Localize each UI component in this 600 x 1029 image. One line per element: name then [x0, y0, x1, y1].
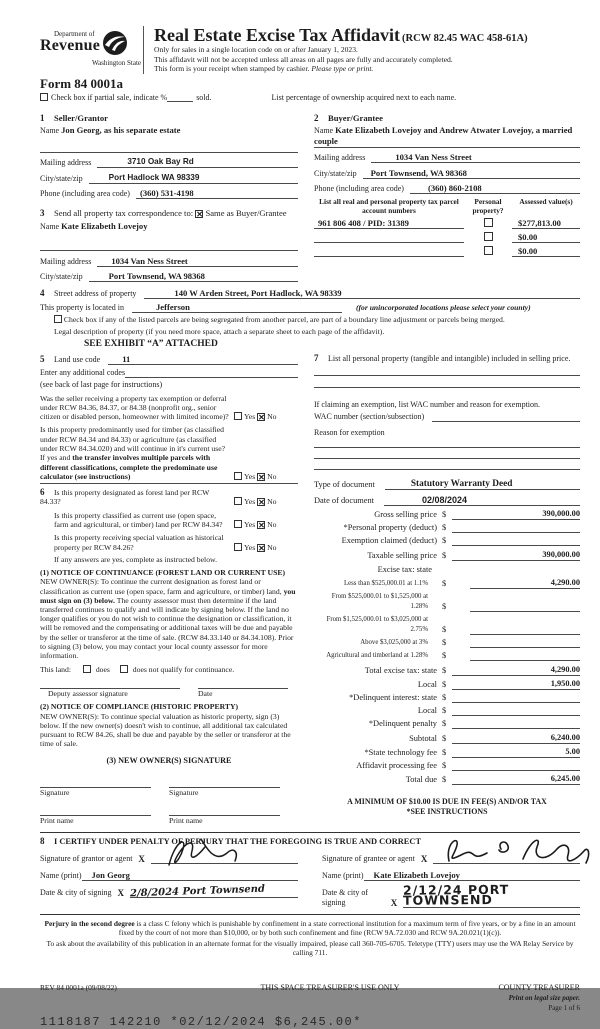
no-label: No — [267, 412, 277, 422]
dollar-sign: $ — [442, 578, 447, 588]
grantor-date-city-field[interactable] — [129, 883, 298, 899]
question-timber — [40, 425, 234, 481]
historic-no-checkbox[interactable]: ✕ — [258, 543, 265, 553]
buyer-city-label: City/state/zip — [314, 168, 357, 178]
grantor-date-city-handwriting: 2/8/2024 Port Townsend — [129, 883, 266, 899]
does-qualify-checkbox[interactable] — [83, 665, 91, 673]
tax-label: Total excise tax: state — [364, 665, 437, 675]
parcel-row — [314, 232, 580, 243]
dollar-sign: $ — [442, 509, 447, 519]
seller-phone-label: Phone (including area code) — [40, 189, 130, 198]
perjury-lead: Perjury in the second degree — [44, 918, 135, 928]
treasurer-stamp: 1118187 142210 *02/12/2024 $6,245.00* — [40, 1015, 362, 1029]
section5-number: 5 — [40, 353, 45, 364]
seller-city-label: City/state/zip — [40, 173, 83, 183]
revenue-label: Revenue — [40, 37, 101, 54]
total-due-value[interactable]: 6,245.00 — [452, 774, 580, 785]
section4-number: 4 — [40, 288, 45, 298]
gross-selling-price-value[interactable]: 390,000.00 — [452, 509, 580, 520]
taxcorr-name-value[interactable]: Kate Elizabeth Lovejoy — [61, 221, 148, 231]
section1-number: 1 — [40, 112, 45, 123]
personal-property-line-1[interactable] — [314, 375, 580, 376]
legal-description-label: Legal description of property (if you need more space, attach a separate sheet to each page of the affidavit). — [54, 326, 385, 336]
dollar-sign: $ — [442, 550, 447, 560]
no-label: No — [267, 520, 277, 530]
located-in-label: This property is located in — [40, 302, 124, 312]
assessed-value-field[interactable]: $277,813.00 — [512, 218, 580, 229]
tax-label: Exemption claimed (deduct) — [341, 536, 437, 546]
notice1-bold: you must sign on (3) below. — [40, 586, 296, 605]
dollar-sign: $ — [442, 775, 447, 785]
notice1-title: (1) NOTICE OF CONTINUANCE (FOREST LAND OR CURRENT USE) — [40, 568, 286, 578]
taxcorr-city-label: City/state/zip — [40, 272, 83, 281]
question-timber-bold: the transfer involves multiple parcels with different classifications, complete the predominate use calculator (see instructions) — [40, 453, 218, 481]
x-mark: X — [138, 853, 145, 864]
taxable-selling-price-value[interactable]: 390,000.00 — [452, 550, 580, 561]
buyer-city-value[interactable]: Port Townsend, WA 98368 — [363, 168, 580, 179]
dollar-sign: $ — [442, 651, 447, 661]
state-technology-fee-value[interactable]: 5.00 — [452, 747, 580, 758]
parcel-number-field[interactable] — [314, 232, 464, 243]
section2-title: Buyer/Grantee — [328, 112, 383, 123]
see-instructions-note: *SEE INSTRUCTIONS — [406, 807, 488, 817]
grantee-date-city-label: Date & city of signing — [322, 887, 368, 907]
tax-label: Local — [417, 706, 437, 716]
timber-yes-checkbox[interactable] — [234, 472, 242, 480]
type-of-document-label: Type of document — [314, 479, 375, 489]
signature-label: Signature — [169, 787, 199, 797]
new-owner-signature-field-2[interactable] — [169, 778, 280, 788]
exemption-no-checkbox[interactable]: ✕ — [258, 413, 265, 423]
rev-number: REV 84 0001a (09/08/22) — [40, 983, 117, 993]
subtitle-3-italic: Please type or print. — [311, 64, 374, 73]
partial-sale-label: Check box if partial sale, indicate % — [51, 92, 168, 102]
current-use-yes-checkbox[interactable] — [234, 520, 242, 528]
section3-label: Send all property tax correspondence to: — [54, 208, 194, 218]
parcel-col3-header: Assessed value(s) — [519, 197, 573, 206]
personal-property-checkbox[interactable] — [484, 232, 493, 241]
reason-line-3[interactable] — [314, 469, 580, 470]
page-number: Page 1 of 6 — [548, 1004, 580, 1013]
dor-logo-block — [40, 26, 143, 74]
perjury-notice — [40, 919, 580, 937]
dollar-sign: $ — [442, 760, 447, 770]
tax-label: *Delinquent interest: state — [349, 693, 437, 703]
section2-number: 2 — [314, 112, 319, 123]
treasurer-use-label: THIS SPACE TREASURER'S USE ONLY — [260, 983, 400, 993]
dollar-sign: $ — [442, 638, 447, 648]
print-name-label: Print name — [169, 815, 203, 825]
tax-label: *State technology fee — [364, 747, 437, 757]
parcel-col2-header: Personal property? — [472, 197, 504, 215]
local-tax-value[interactable]: 1,950.00 — [452, 679, 580, 690]
forest-no-checkbox[interactable]: ✕ — [258, 498, 265, 508]
title-block — [143, 26, 580, 74]
section7-number: 7 — [314, 352, 319, 363]
subtitle-2: This affidavit will not be accepted unless all areas on all pages are fully and accurately completed. — [154, 54, 453, 64]
section1-title: Seller/Grantor — [54, 112, 108, 123]
seller-name-value[interactable]: Jon Georg, as his separate estate — [61, 124, 181, 135]
street-address-value[interactable]: 140 W Arden Street, Port Hadlock, WA 98339 — [144, 288, 580, 299]
agricultural-tax-value[interactable] — [470, 651, 580, 661]
grantee-date-city-handwriting: 2/12/24 PORT TOWNSEND — [403, 881, 510, 908]
parcel-table — [314, 198, 580, 257]
same-as-buyer-label: Same as Buyer/Grantee — [205, 208, 287, 218]
forest-yes-checkbox[interactable] — [234, 497, 242, 505]
question-exemption: Was the seller receiving a property tax exemption or deferral under RCW 84.36, 84.37, or 84.38 (nonprofit org., senior citizen or disabled person, homeowner with limited income)? — [40, 393, 229, 422]
exemption-note: If claiming an exemption, list WAC number and reason for exemption. — [314, 399, 541, 409]
yes-label: Yes — [244, 497, 256, 507]
form-title: Real Estate Excise Tax Affidavit — [154, 25, 400, 45]
tax-rate-label: From $525,000.01 to $1,525,000 at 1.28% — [331, 592, 428, 610]
parcel-row — [314, 218, 580, 229]
yes-label: Yes — [244, 520, 256, 530]
this-land-label: This land: — [40, 665, 71, 675]
seller-phone-value[interactable]: (360) 531-4198 — [136, 188, 298, 199]
timber-no-checkbox[interactable]: ✕ — [258, 472, 265, 482]
section7-label: List all personal property (tangible and intangible) included in selling price. — [328, 353, 571, 363]
excise-tax-state-header: Excise tax: state — [377, 564, 432, 574]
question-timber-text: Is this property predominantly used for timber (as classified under RCW 84.34 and 84.33) or agriculture (as classified under RCW 84.34.020) and will continue in it's current use? If yes and — [40, 425, 226, 463]
segregated-label: Check box if any of the listed parcels are being segregated from another parcel, are part of a boundary line adjustment or parcels being merged. — [63, 315, 505, 324]
washington-state-label: Washington State — [91, 59, 141, 67]
taxcorr-city-value[interactable]: Port Townsend, WA 98368 — [89, 271, 298, 282]
subtitle-3 — [154, 64, 580, 74]
taxcorr-mailing-label: Mailing address — [40, 256, 92, 266]
deputy-date-label: Date — [198, 689, 213, 699]
subtitle-1: Only for sales in a single location code on or after January 1, 2023. — [154, 45, 358, 54]
minimum-due-note: A MINIMUM OF $10.00 IS DUE IN FEE(S) AND/OR TAX — [347, 797, 547, 807]
street-address-label: Street address of property — [54, 289, 137, 298]
grantee-name-print-value[interactable]: Kate Elizabeth Lovejoy — [364, 870, 580, 881]
located-in-value[interactable]: Jefferson — [132, 302, 342, 313]
grantor-signature-field[interactable] — [151, 863, 298, 864]
instructions-note: (see back of last page for instructions) — [40, 379, 163, 389]
partial-sale-checkbox[interactable] — [40, 93, 48, 101]
exemption-yes-checkbox[interactable] — [234, 412, 242, 420]
tier3-tax-value[interactable] — [470, 625, 580, 635]
dollar-sign: $ — [442, 747, 447, 757]
tax-rate-label: Agricultural and timberland at 1.28% — [326, 652, 428, 660]
parcel-col1-header: List all real and personal property tax parcel account numbers — [319, 197, 459, 215]
deputy-assessor-label: Deputy assessor signature — [48, 689, 128, 699]
reason-exemption-label: Reason for exemption — [314, 427, 385, 437]
current-use-no-checkbox[interactable]: ✕ — [258, 521, 265, 531]
seller-mailing-label: Mailing address — [40, 158, 92, 167]
type-of-document-value[interactable]: Statutory Warranty Deed — [385, 479, 580, 490]
print-note: Print on legal size paper. — [508, 994, 580, 1003]
tax-label: *Personal property (deduct) — [343, 523, 437, 533]
reason-line-2[interactable] — [314, 458, 580, 459]
buyer-phone-label: Phone (including area code) — [314, 184, 404, 193]
print-name-label: Print name — [40, 815, 74, 825]
legal-description-value[interactable]: SEE EXHIBIT “A” ATTACHED — [84, 338, 218, 349]
personal-property-checkbox[interactable] — [484, 246, 493, 255]
tax-label: Gross selling price — [374, 509, 437, 519]
delinquent-interest-state-value[interactable] — [452, 693, 580, 703]
x-mark: X — [117, 887, 125, 898]
tier1-tax-value[interactable]: 4,290.00 — [470, 578, 580, 589]
dollar-sign: $ — [442, 601, 447, 611]
tax-label: Total due — [405, 775, 437, 785]
ownership-note: List percentage of ownership acquired next to each name. — [271, 92, 457, 102]
dollar-sign: $ — [442, 706, 447, 716]
tax-label: *Delinquent penalty — [368, 719, 437, 729]
yes-label: Yes — [244, 542, 256, 552]
tax-label: Local — [417, 679, 437, 689]
question-current-use: Is this property classified as current use (open space, farm and agricultural, or timber) land per RCW 84.34? — [54, 510, 223, 530]
tax-label: Affidavit processing fee — [356, 760, 437, 770]
same-as-buyer-checkbox[interactable]: ✕ — [196, 210, 203, 219]
land-use-code-label: Land use code — [54, 354, 101, 364]
land-use-code-value[interactable]: 11 — [108, 354, 298, 365]
section3-number: 3 — [40, 208, 45, 218]
seller-name-label: Name — [40, 125, 60, 135]
signature-label: Signature — [40, 787, 70, 797]
dollar-sign: $ — [442, 693, 447, 703]
tax-rate-label: From $1,525,000.01 to $3,025,000 at 2.75% — [326, 616, 428, 634]
grantee-sig-label: Signature of grantee or agent — [322, 853, 415, 863]
total-excise-state-value[interactable]: 4,290.00 — [452, 665, 580, 676]
tax-label: Subtotal — [409, 733, 437, 743]
new-owner-printname-field-2[interactable] — [169, 806, 280, 816]
parcel-row — [314, 246, 580, 257]
footer — [40, 983, 580, 1013]
exemption-claimed-value[interactable] — [452, 536, 580, 546]
no-label: No — [267, 471, 277, 481]
wac-number-field[interactable] — [432, 421, 580, 422]
taxcorr-name-label: Name — [40, 222, 60, 231]
county-note: (for unincorporated locations please select your county) — [355, 302, 531, 312]
segregated-checkbox[interactable] — [54, 315, 62, 323]
partial-sale-percent-field[interactable] — [167, 93, 193, 102]
county-treasurer-label: COUNTY TREASURER — [498, 983, 580, 993]
grantee-signature-field[interactable] — [433, 863, 580, 864]
reason-line-1[interactable] — [314, 447, 580, 448]
section6-number: 6 — [40, 487, 45, 498]
form-header — [40, 26, 580, 74]
new-owner-signature-field-1[interactable] — [40, 778, 151, 788]
question-forest: Is this property designated as forest land per RCW 84.33? — [40, 488, 210, 507]
section4 — [40, 288, 580, 349]
dollar-sign: $ — [442, 679, 447, 689]
parcel-number-field[interactable] — [314, 246, 464, 257]
dollar-sign: $ — [442, 665, 447, 675]
tax-rate-label: Above $3,025,000 at 3% — [360, 639, 428, 647]
question-historic: Is this property receiving special valuation as historical property per RCW 84.26? — [54, 533, 224, 552]
grantor-name-print-label: Name (print) — [40, 870, 82, 880]
revenue-logo-icon — [102, 30, 128, 59]
personal-property-line-2[interactable] — [314, 387, 580, 388]
dollar-sign: $ — [442, 536, 447, 546]
dollar-sign: $ — [442, 625, 447, 635]
subtitle-3-text: This form is your receipt when stamped by cashier. — [154, 64, 312, 73]
additional-codes-field[interactable] — [125, 377, 298, 378]
does-label: does — [95, 665, 110, 675]
notice2-body: NEW OWNER(S): To continue special valuation as historic property, sign (3) below. If the new owner(s) doesn't wish to continue, all additional tax calculated pursuant to RCW 84.26, shall be due and payable by the seller or transferor at the time of sale. — [40, 711, 291, 749]
assessed-value-field[interactable]: $0.00 — [512, 232, 580, 243]
parcel-number-field[interactable]: 961 806 408 / PID: 31389 — [314, 218, 464, 229]
buyer-mailing-label: Mailing address — [314, 153, 366, 162]
section8 — [40, 836, 580, 908]
new-owner-signature-title: (3) NEW OWNER(S) SIGNATURE — [106, 756, 232, 766]
personal-property-checkbox[interactable] — [484, 218, 493, 227]
form-title-rcw: (RCW 82.45 WAC 458-61A) — [402, 33, 528, 44]
buyer-phone-value[interactable]: (360) 860-2108 — [410, 183, 580, 194]
perjury-line1: is a class C felony which is punishable by confinement in a state correctional institution for a maximum term of five years, or by a fine in an amount fixed by the court of not more than $10,000, or by both such confinement and fine (RCW 9A.72.030 and RCW 9A.20.021(1)(c)). — [118, 918, 576, 937]
tier2-tax-value[interactable] — [470, 602, 580, 612]
no-label: No — [267, 497, 277, 507]
tax-rate-label: Less than $525,000.01 at 1.1% — [343, 579, 428, 587]
buyer-name-label: Name — [314, 125, 334, 135]
new-owner-printname-field-1[interactable] — [40, 806, 151, 816]
grantee-date-city-field[interactable] — [403, 881, 580, 908]
if-yes-note: If any answers are yes, complete as instructed below. — [54, 554, 218, 564]
subtotal-value[interactable]: 6,240.00 — [452, 733, 580, 744]
personal-property-deduct-value[interactable] — [452, 523, 580, 533]
tax-label: Taxable selling price — [367, 550, 437, 560]
historic-yes-checkbox[interactable] — [234, 543, 242, 551]
date-of-document-value[interactable]: 02/08/2024 — [384, 495, 580, 506]
no-label: No — [267, 542, 277, 552]
does-not-qualify-checkbox[interactable] — [120, 665, 128, 673]
additional-codes-label: Enter any additional codes — [40, 367, 126, 377]
buyer-mailing-value[interactable]: 1034 Van Ness Street — [371, 152, 580, 163]
dollar-sign: $ — [442, 523, 447, 533]
yes-label: Yes — [244, 412, 256, 422]
alternate-format-note: To ask about the availability of this publication in an alternate format for the visually impaired, please call 360-705-6705. Teletype (TTY) users may use the WA Relay Service by calling 711. — [46, 939, 574, 958]
certify-text: I CERTIFY UNDER PENALTY OF PERJURY THAT THE FOREGOING IS TRUE AND CORRECT — [54, 836, 422, 846]
does-not-label: does not qualify for continuance. — [132, 665, 235, 675]
notice1-body-1: NEW OWNER(S): To continue the current designation as forest land or classification as current use (open space, farm and agriculture, or timber) land, — [40, 577, 284, 596]
notice2-title: (2) NOTICE OF COMPLIANCE (HISTORIC PROPERTY) — [40, 702, 239, 712]
taxcorr-mailing-value[interactable]: 1034 Van Ness Street — [97, 256, 298, 267]
grantor-name-print-value[interactable]: Jon Georg — [82, 870, 298, 881]
notice1-body — [40, 577, 298, 660]
buyer-name-value[interactable]: Kate Elizabeth Lovejoy and Andrew Atwater Lovejoy, a married couple — [314, 124, 573, 146]
dollar-sign: $ — [442, 733, 447, 743]
section8-number: 8 — [40, 835, 45, 846]
form-number: Form 84 0001a — [40, 75, 124, 91]
dollar-sign: $ — [442, 719, 447, 729]
x-mark: X — [390, 897, 398, 908]
affidavit-processing-fee-value[interactable] — [452, 761, 580, 771]
date-of-document-label: Date of document — [314, 495, 374, 505]
grantor-date-city-label: Date & city of signing — [40, 887, 112, 897]
notice1-body-2: The county assessor must then determine if the land transferred continues to qualify and will indicate by signing below. If the land no longer qualifies or you do not wish to continue the designation or classification, it will be removed and the compensating or additional taxes will be due and payable by the seller or transferor at the time of sale. (RCW 84.33.140 or 84.34.108). Prior to signing (3) below, you may contact your local county assessor for more information. — [40, 595, 294, 660]
x-mark: X — [420, 853, 428, 864]
seller-city-value[interactable]: Port Hadlock WA 98339 — [89, 173, 298, 184]
seller-mailing-value[interactable]: 3710 Oak Bay Rd — [97, 157, 298, 168]
dept-of-label: Department of — [54, 30, 95, 38]
tier4-tax-value[interactable] — [470, 638, 580, 648]
grantee-name-print-label: Name (print) — [322, 870, 364, 880]
wac-number-label: WAC number (section/subsection) — [314, 411, 425, 421]
yes-label: Yes — [244, 471, 256, 481]
delinquent-penalty-value[interactable] — [452, 719, 580, 729]
grantor-sig-label: Signature of grantor or agent — [40, 853, 133, 863]
partial-sale-suffix: sold. — [196, 92, 212, 102]
delinquent-interest-local-value[interactable] — [452, 706, 580, 716]
assessed-value-field[interactable]: $0.00 — [512, 246, 580, 257]
